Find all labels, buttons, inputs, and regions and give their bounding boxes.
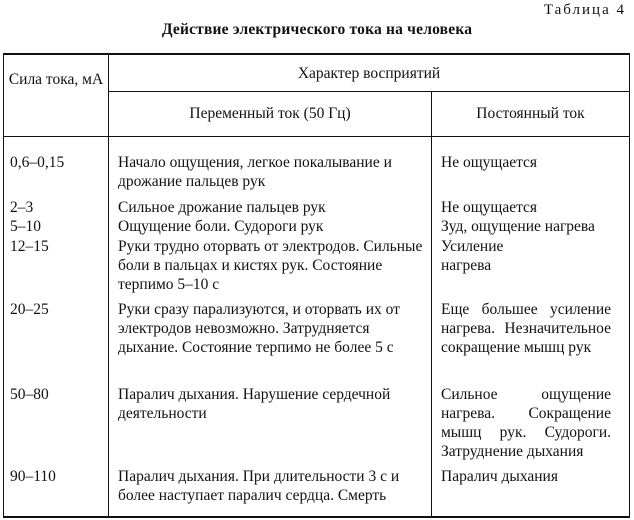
row-4-ac: Руки трудно оторвать от электродов. Сильные боли в пальцах и кистях рук. Состояние терпимо 5–10 с bbox=[118, 238, 423, 293]
header-current: Сила тока, мА bbox=[8, 71, 104, 88]
row-5-dc: Еще большее усиление нагрева. Незначительное сокращение мышц рук bbox=[441, 301, 611, 356]
row-3-ac: Ощущение боли. Судороги рук bbox=[118, 218, 324, 235]
table-number: Таблица 4 bbox=[543, 2, 626, 18]
row-1-dc: Не ощущается bbox=[441, 154, 538, 171]
row-4-dc: Усиление нагрева bbox=[441, 238, 504, 274]
header-mid-rule bbox=[108, 91, 630, 92]
table-top-rule bbox=[3, 53, 630, 55]
row-6-dc: Сильное ощущение нагрева. Сокращение мышц рук. Судороги. Затруднение дыхания bbox=[441, 386, 611, 460]
table-right-rule bbox=[629, 53, 630, 518]
row-5-ac: Руки сразу парализуются, и оторвать их от электродов невозможно. Затрудняется дыхание. Состояние терпимо не более 5 с bbox=[118, 301, 400, 356]
row-7-ac: Паралич дыхания. При длительности 3 с и более наступает паралич сердца. Смерть bbox=[118, 468, 400, 504]
table-title: Действие электрического тока на человека bbox=[161, 21, 473, 38]
header-dc: Постоянный ток bbox=[476, 105, 585, 122]
row-3-dc: Зуд, ощущение нагрева bbox=[441, 218, 595, 235]
table-left-rule bbox=[3, 53, 4, 518]
row-1-ac: Начало ощущения, легкое покалывание и дрожание пальцев рук bbox=[118, 154, 392, 190]
table-bottom-rule bbox=[3, 516, 630, 518]
row-7-dc: Паралич дыхания bbox=[441, 468, 558, 485]
row-6-ac: Паралич дыхания. Нарушение сердечной деятельности bbox=[118, 386, 391, 422]
header-bottom-rule bbox=[3, 136, 630, 137]
header-ac: Переменный ток (50 Гц) bbox=[189, 105, 351, 122]
row-5-current: 20–25 bbox=[10, 301, 49, 318]
row-2-dc: Не ощущается bbox=[441, 199, 538, 216]
column-rule-2 bbox=[431, 91, 432, 518]
row-1-current: 0,6–0,15 bbox=[10, 154, 65, 171]
row-4-current: 12–15 bbox=[10, 238, 49, 255]
header-perception: Характер восприятий bbox=[297, 65, 441, 82]
row-2-ac: Сильное дрожание пальцев рук bbox=[118, 199, 326, 216]
row-6-current: 50–80 bbox=[10, 386, 49, 403]
row-2-current: 2–3 bbox=[10, 199, 34, 216]
row-7-current: 90–110 bbox=[10, 468, 56, 485]
row-3-current: 5–10 bbox=[10, 218, 41, 235]
